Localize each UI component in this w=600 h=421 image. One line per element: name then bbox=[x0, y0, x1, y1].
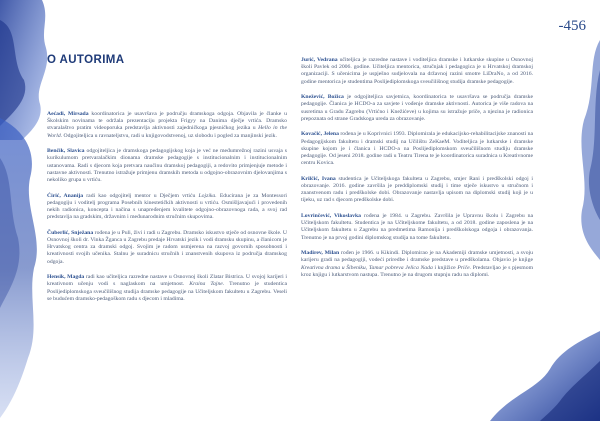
author-entry bbox=[301, 250, 533, 279]
author-name: Krilčić, Ivana bbox=[301, 175, 336, 182]
author-entry bbox=[47, 111, 287, 140]
author-entry bbox=[47, 193, 287, 222]
author-bio-italic: Lojzika. bbox=[198, 192, 217, 199]
author-bio: rođena je u Puli, živi i radi u Zagrebu. Dramsko iskustvo stječe od osnovne škole. U Osnovnoj školi dr. Vinka Žganca u Zagrebu predaje Hrvatski jezik i vodi dramsku skupinu, a članicom je Hrvatskog centra za dramski odgoj. Svojim je radom usmjerena na razvoj govornih sposobnosti i kreativnosti svojih učenika. Stalnu je suradnicu stručnih i znanstvenih skupova iz područja dramskog odgoja. bbox=[47, 229, 287, 265]
author-bio-tail: Odgojiteljica u ravnateljstvu, radi u knjigovodstvenoj, uz slobodu i pogled za manjinski jezik. bbox=[62, 132, 277, 139]
author-bio: rođen je 1966. u Kikindi. Diplomirao je na Akademiji dramske umjetnosti, a svoju karijeru gradi na pedagogiji, vodeći priredbe i dramske predstave u predškolama. Objavio je knjige bbox=[301, 250, 533, 264]
right-column bbox=[301, 57, 533, 287]
author-bio: je odgojiteljica savjetnica, koordinatorica te usavršava se područja dramske pedagogije. Članica je HCDO-a za savjete i vođenje dramske aktivnosti. Autorica je više radova na susretima u Gradu Zagrebu (Vrtićno i Knežićeve) u kojima su istražuje priče, a njezina je radionica prepoznata od strane Gradskoga ureda za obrazovanje. bbox=[301, 94, 534, 122]
section-title: O AUTORIMA bbox=[47, 54, 125, 66]
author-bio: učiteljica je razredne nastave i voditeljica dramske i lutkarske skupine u Osnovnoj školi Pavlek od 2006. godine. Učiteljica mentorica, stručnjak i pedagogica je u Hrvatskoj dramskoj organizaciji. S učenicima je uspješno sudjelovala na državnoj razini smotre LiDraNo, a od 2016. godine mentorica je studentima Poslijediplomskoga sveučilišnog studija dramske pedagogije. bbox=[301, 57, 533, 85]
author-bio-tail: i knjižice bbox=[432, 264, 458, 271]
author-bio: studentica je Učiteljskoga fakulteta u Zagrebu, smjer Rani i predškolski odgoj i obrazovanje. 2016. godine završila je preddiplomski studij i time stječe iskustvo u stručnom i znanstvenom radu i predškolske dobi. Obrazovanje nastavlja upisom na diplomski studij koji je u tijeku, uz rad s djecom predškolske dobi. bbox=[301, 175, 533, 204]
author-name: Madirev, Milan bbox=[301, 250, 340, 257]
author-name: Ćirić, Ananija bbox=[47, 192, 84, 199]
author-name: Benčik, Slavica bbox=[47, 148, 85, 155]
watercolor-decoration-left bbox=[0, 118, 48, 418]
author-name: Lovrinčević, Vikoslavka bbox=[301, 213, 361, 220]
author-bio-tail: Trenutno je studentica Poslijediplomskoga sveučilišnog studija dramske pedagogije na Učiteljskom fakultetu u Zagrebu. Veseli se budućem dramsko-pedagoškom radu s djecom i mladima. bbox=[47, 281, 287, 302]
author-entry bbox=[47, 148, 287, 184]
author-bio-italic: Priče. bbox=[457, 264, 472, 271]
author-entry bbox=[301, 131, 533, 167]
watercolor-decoration-bottom-right bbox=[490, 331, 600, 421]
left-column bbox=[47, 111, 287, 311]
author-bio: rođena je u Koprivnici 1993. Diplomirala je edukacijsko-rehabilitacijske znanosti na Pedagogijskom fakultetu i dramski studij na Učilištu ZeKaeM. Voditeljica je lutkarske i dramske skupine kojom je i članica i HCDO-a na Poslijediplomskom sveučilišnom studiju dramske pedagogije. Od jeseni 2018. godine radi u Teatru Tirena te je koordinatorica suradnica u Kreativnome centru Kovica. bbox=[301, 131, 533, 167]
author-name: Kovačić, Jelena bbox=[301, 131, 339, 138]
author-name: Knežević, Božica bbox=[301, 94, 344, 101]
author-bio: rođena je 1984. u Zagrebu. Završila je Upravnu školu i Zagrebu na Učiteljskom fakultetu. Studentica je na Učiteljskome fakultetu, a od 2018. godine zaposlena je na Učiteljskom fakultetu u Zagrebu na predmetima Ramonija i predškolskoga odgoja i obrazovanja. Trenutno je na prvoj godini diplomskog studija na tome fakultetu. bbox=[301, 213, 533, 241]
author-entry bbox=[301, 213, 533, 242]
author-bio-italic: Hello in the World. bbox=[47, 125, 287, 139]
author-bio-italic: Kraina Tajne. bbox=[189, 281, 225, 288]
author-name: Jurić, Vedrana bbox=[301, 57, 338, 63]
author-bio: radi kao odgojitelj mentor u Dječjem vrtiću bbox=[83, 192, 199, 199]
author-bio-italic: Kreativna drama u Šibeniku, Tamar pobreva Jelica Nada bbox=[301, 264, 433, 271]
author-bio: odgojiteljica je dramskoga pedagogijskog koja je već ne međumrežnoj razini usvaja s kurikulumom pretvaralačkim dionama dramske pedagogije s institucionalnim i institucionalnim ustanovama. Radi s djecom koja pretvara naučinu dramskoj pedagogiji, a redovito primjenjuje metode i nastavne aktivnosti. Trenutno istražuje primjenu dramskih metoda u odgojno-obrazovnim djelovanjima s nekoliko grupa u vrtiću. bbox=[47, 148, 287, 184]
author-bio-tail: Predstavljao je s pjesmom kroz knjigu i lutkarstvom nastupa. Trenutno je na drugom stupnju radu na diplomi. bbox=[301, 264, 533, 278]
author-name: Aećadi, Mirsada bbox=[47, 111, 89, 117]
author-name: Čuberlić, Snježana bbox=[47, 229, 94, 236]
author-bio: radi kao učiteljica razredne nastave u Osnovnoj školi Zlatar Bistrica. U svojoj karijeri i kreativnom učenju vodi s naglaskom na umjetnost. bbox=[47, 274, 287, 288]
page-number: -456 bbox=[558, 18, 586, 34]
author-entry bbox=[301, 94, 533, 123]
author-entry bbox=[301, 57, 533, 86]
watercolor-decoration-right bbox=[570, 40, 600, 260]
author-bio-tail: Educirana je za Montessori pedagogiju i voditelj programa Posebnih kinestetičkih aktivnosti u vrtiću. Osmišljavajući i provedenih nekih radionica, koncepta i načina s unapređenjem kvalitete odgojno-obrazovnoga rada, a svoj rad predstavlja na gradskim, državnim i međunarodnim stručnim skupovima. bbox=[47, 192, 287, 221]
author-entry bbox=[47, 274, 287, 303]
author-bio: koordinatorica je usavršava je području dramskoga odgoja. Objavila je članke u Školskim novinama te održala prezentaciju projekta Frigyy na Danima dječje vrtića. Dramsko stvaralaštvo pratim videoporuka predstavlja aktivnosti zajedničkoga pjesničkog jezika u bbox=[47, 111, 288, 132]
author-name: Hensik, Magda bbox=[47, 274, 85, 281]
author-entry bbox=[47, 230, 287, 266]
author-entry bbox=[301, 176, 533, 205]
